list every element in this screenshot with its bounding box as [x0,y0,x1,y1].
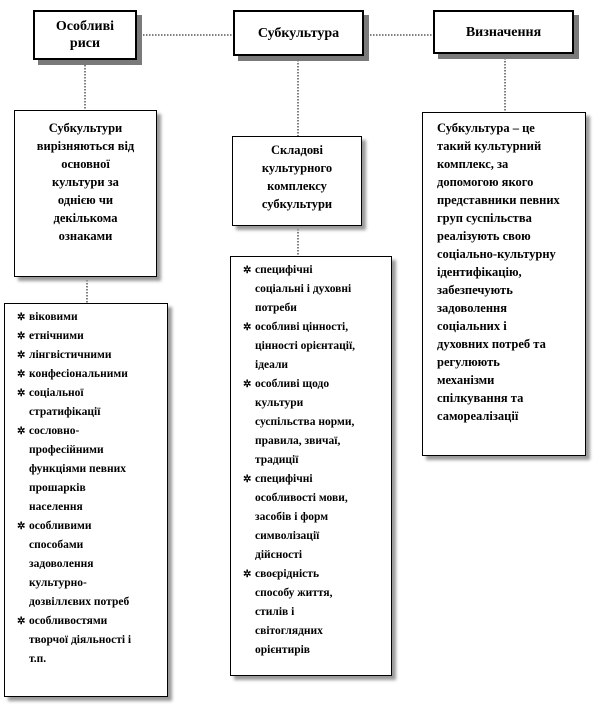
list-item-line: способами [29,539,84,551]
list-item-line: правила, звичаї, [255,435,341,447]
components-title-line: комплексу [267,179,327,193]
components-title-line: субкультури [261,197,333,211]
list-item [17,327,159,346]
components-title-box [232,136,362,226]
components-title-line: Складові [271,143,323,157]
features-summary-line: основної [61,157,110,171]
features-summary-line: культури за [52,175,119,189]
bullet-icon: ✲ [17,521,26,532]
list-item-line: стилів і [255,606,295,618]
bullet-icon: ✲ [243,265,252,276]
list-item-line: культурно- [29,577,87,589]
list-item-line: професійними [29,444,104,456]
bullet-icon: ✲ [17,369,26,380]
header-features-line-2: риси [69,36,101,51]
list-item-line: творчої діяльності і [29,634,132,646]
list-item [243,470,383,565]
definition-line: самореалізації [437,409,519,423]
bullet-icon: ✲ [243,474,252,485]
bullet-icon: ✲ [17,426,26,437]
list-item [17,346,159,365]
list-item-line: особливими [29,520,92,532]
list-item-line: сословно- [29,425,80,437]
definition-line: такий культурний [437,139,542,153]
list-item-line: населення [29,501,83,513]
list-item [243,261,383,318]
bullet-icon: ✲ [17,616,26,627]
bullet-icon: ✲ [243,569,252,580]
components-title-line: культурного [261,161,333,175]
header-definition-label: Визначення [465,24,542,40]
bullet-icon: ✲ [17,331,26,342]
features-summary-box [14,110,157,277]
list-item-line: потреби [255,302,297,314]
definition-line: допомогою якого [437,175,534,189]
definition-line: соціальних і [437,319,507,333]
header-subculture-label: Субкультура [257,25,340,41]
definition-line: спілкування та [437,391,524,405]
list-item-line: особливі цінності, [255,321,349,333]
definition-line: духовних потреб та [437,337,546,351]
list-item [243,565,383,660]
header-features [33,10,137,60]
list-item-line: цінності орієнтації, [255,340,356,352]
definition-line: соціально-культурну [437,247,556,261]
bullet-icon: ✲ [17,388,26,399]
list-item-line: засобів і форм [255,511,329,523]
definition-line: ідентифікацію, [437,265,522,279]
list-item-line: конфесіональними [29,368,128,380]
list-item-line: т.п. [29,653,47,665]
features-summary-line: декількома [53,211,118,225]
list-item-line: символізації [255,530,320,542]
list-item-line: віковими [29,311,78,323]
list-item-line: особливості мови, [255,492,348,504]
list-item-line: орієнтирів [255,644,311,656]
list-item-line: особливі щодо [255,378,330,390]
list-item-line: дійсності [255,549,303,561]
features-list [17,308,159,669]
list-item [17,365,159,384]
list-item-line: соціальної [29,387,84,399]
list-item-line: етнічними [29,330,84,342]
list-item-line: стратифікації [29,406,101,418]
definition-line: груп суспільства [437,211,532,225]
list-item-line: культури [255,397,304,409]
definition-line: механізми [437,373,495,387]
list-item-line: специфічні [255,264,313,276]
list-item [17,612,159,669]
features-summary-line: однією чи [57,193,114,207]
list-item-line: лінгвістичними [29,349,112,361]
list-item-line: дозвіллєвих потреб [29,596,130,608]
header-definition [433,10,574,54]
list-item [17,308,159,327]
list-item-line: соціальні і духовні [255,283,352,295]
list-item-line: ідеали [255,359,289,371]
features-list-box [4,303,168,697]
list-item [17,422,159,517]
definition-line: представники певних [437,193,560,207]
list-item-line: задоволення [29,558,94,570]
list-item [17,384,159,422]
list-item [17,517,159,612]
list-item-line: особливостями [29,615,108,627]
features-summary-line: вирізняються від [36,139,135,153]
list-item-line: своєрідність [255,568,320,580]
bullet-icon: ✲ [243,322,252,333]
definition-line: задоволення [437,301,508,315]
list-item-line: способу життя, [255,587,333,599]
features-summary-line: ознаками [58,229,113,243]
bullet-icon: ✲ [243,379,252,390]
list-item-line: функціями певних [29,463,126,475]
definition-line: регулюють [437,355,500,369]
bullet-icon: ✲ [17,312,26,323]
header-subculture [233,10,364,56]
list-item-line: світоглядних [255,625,323,637]
features-summary-line: Субкультури [48,121,123,135]
definition-line: забезпечують [437,283,513,297]
definition-line: Субкультура – це [437,121,535,135]
list-item-line: прошарків [29,482,86,494]
definition-box [422,112,586,456]
header-features-line-1: Особливі [55,19,115,34]
definition-line: комплекс, за [437,157,509,171]
components-list-box [230,256,392,676]
list-item-line: традиції [255,454,299,466]
definition-line: реалізують свою [437,229,531,243]
list-item [243,318,383,375]
list-item-line: суспільства норми, [255,416,355,428]
components-list [243,261,383,660]
bullet-icon: ✲ [17,350,26,361]
list-item-line: специфічні [255,473,313,485]
list-item [243,375,383,470]
